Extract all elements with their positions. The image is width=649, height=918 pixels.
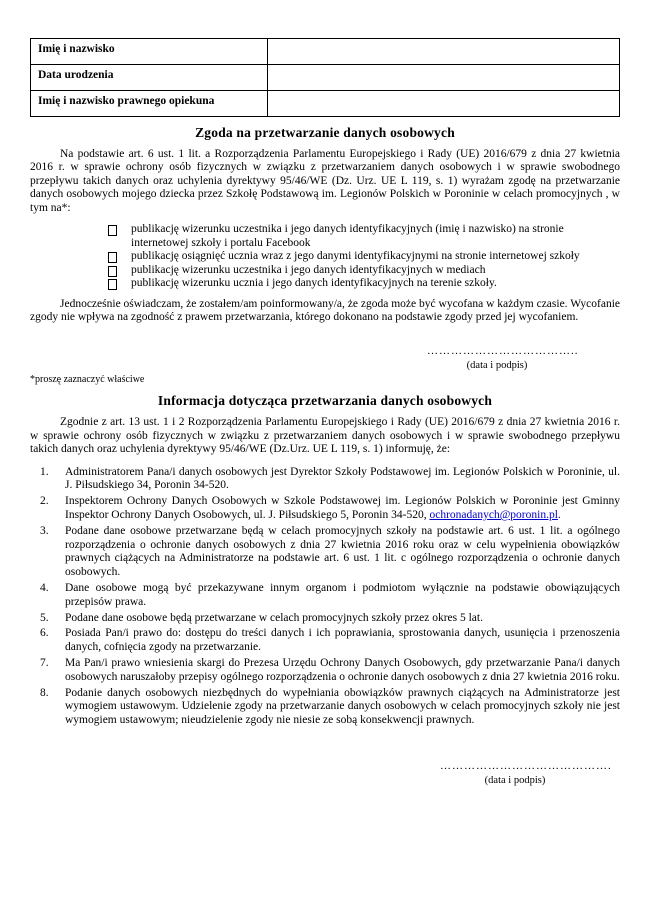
- list-number: 8.: [40, 686, 49, 699]
- info-item-text: .: [557, 509, 561, 522]
- info-numbered-list: [30, 466, 620, 728]
- info-item-rights: [30, 627, 620, 655]
- guardian-name-input-cell[interactable]: [268, 91, 620, 117]
- info-item-text: Posiada Pan/i prawo do: dostępu do treści danych i ich poprawiania, sprostowania danych, usunięcia i przenoszenia danych, cofnięcia zgody na przetwarzanie.: [65, 627, 620, 654]
- consent-option-label: publikację wizerunku ucznia i jego danych identyfikacyjnych na terenie szkoły.: [131, 277, 497, 290]
- consent-option-school-grounds[interactable]: [108, 277, 612, 290]
- info-item-text: Ma Pan/i prawo wniesienia skargi do Prezesa Urzędu Ochrony Danych Osobowych, gdy przetwarzanie Pana/i danych osobowych naruszałoby przepisy ogólnego rozporządzenia o ochronie danych osobowych z dnia 27 kwietnia 2016 roku.: [65, 657, 620, 683]
- info-item-transfer: [30, 582, 620, 610]
- signature-caption: (data i podpis): [466, 360, 528, 372]
- consent-option-label: publikację wizerunku uczestnika i jego danych identyfikacyjnych w mediach: [131, 263, 486, 276]
- personal-data-table: [30, 38, 620, 117]
- checkbox-icon[interactable]: [108, 279, 117, 290]
- info-intro-paragraph: Zgodnie z art. 13 ust. 1 i 2 Rozporządzenia Parlamentu Europejskiego i Rady (UE) 2016/679 z dnia 27 kwietnia 2016 r. w sprawie ochrony osób fizycznych w związku z przetwarzaniem danych osobowych i w sprawie swobodnego przepływu takich danych oraz uchylenia dyrektywy 95/46/WE (Dz.Urz. UE L 119, s. 1) informuję, że:: [30, 416, 620, 456]
- list-number: 4.: [40, 582, 49, 595]
- signature-caption: (data i podpis): [484, 774, 546, 786]
- info-item-complaint: [30, 657, 620, 685]
- guardian-name-label: Imię i nazwisko prawnego opiekuna: [31, 91, 268, 117]
- list-number: 7.: [40, 657, 49, 670]
- info-section-title: Informacja dotycząca przetwarzania danych osobowych: [157, 393, 493, 409]
- consent-option-achievements[interactable]: [108, 250, 612, 263]
- consent-signature-block: [427, 345, 579, 372]
- inspector-email-link[interactable]: ochronadanych@poronin.pl: [429, 509, 558, 522]
- consent-option-website-facebook[interactable]: [108, 223, 612, 250]
- consent-checkbox-list: [108, 223, 612, 290]
- info-item-text: Podane dane osobowe przetwarzane będą w celach promocyjnych szkoły na podstawie art. 6 ust. 1 lit. a ogólnego rozporządzenia o ochronie danych osobowych z dnia 27 kwietnia 2016 roku oraz w celu wypełnienia obowiązków prawnych ciążących na Administratorze na podstawie art. 6 ust. 1 lit. c ogólnego rozporządzenia o ochronie danych osobowych.: [65, 524, 620, 579]
- info-item-legal-basis: [30, 525, 620, 580]
- asterisk-footnote: *proszę zaznaczyć właściwe: [30, 374, 145, 386]
- consent-option-label: publikację osiągnięć ucznia wraz z jego danymi identyfikacyjnymi na stronie internetowej szkoły: [131, 250, 580, 263]
- checkbox-icon[interactable]: [108, 225, 117, 236]
- table-row: [31, 39, 620, 65]
- info-item-retention: [30, 612, 620, 626]
- list-number: 5.: [40, 611, 49, 624]
- list-number: 3.: [40, 524, 49, 537]
- info-item-inspector: [30, 495, 620, 523]
- checkbox-icon[interactable]: [108, 266, 117, 277]
- signature-line[interactable]: …………………………………….: [440, 760, 612, 773]
- list-number: 6.: [40, 627, 49, 640]
- table-row: [31, 91, 620, 117]
- list-number: 2.: [40, 495, 49, 508]
- info-item-text: Dane osobowe mogą być przekazywane innym organom i podmiotom wyłącznie na podstawie obowiązujących przepisów prawa.: [65, 582, 620, 608]
- withdrawal-declaration-paragraph: Jednocześnie oświadczam, że zostałem/am poinformowany/a, że zgoda może być wycofana w każdym czasie. Wycofanie zgody nie wpływa na zgodność z prawem przetwarzania, którego dokonano na podstawie zgody przed jej wycofaniem.: [30, 297, 620, 323]
- info-item-text: Inspektorem Ochrony Danych Osobowych w Szkole Podstawowej im. Legionów Polskich w Poroninie jest Gminny Inspektor Ochrony Danych Osobowych, ul. J. Piłsudskiego 5, Poronin 34-520,: [65, 495, 620, 522]
- info-item-text: Podane dane osobowe będą przetwarzane w celach promocyjnych szkoły przez okres 5 lat.: [65, 611, 483, 624]
- birthdate-label: Data urodzenia: [31, 65, 268, 91]
- consent-intro-paragraph: Na podstawie art. 6 ust. 1 lit. a Rozporządzenia Parlamentu Europejskiego i Rady (UE) 2016/679 z dnia 27 kwietnia 2016 r. w sprawie ochrony osób fizycznych w związku z przetwarzaniem danych osobowych i w sprawie swobodnego przepływu takich danych oraz uchylenia dyrektywy 95/46/WE (Dz. Urz. UE L 119, s. 1) wyrażam zgodę na przetwarzanie danych osobowych mojego dziecka przez Szkołę Podstawową im. Legionów Polskich w Poroninie w celach promocyjnych , w tym na*:: [30, 148, 620, 214]
- birthdate-input-cell[interactable]: [268, 65, 620, 91]
- list-number: 1.: [40, 465, 49, 478]
- consent-section-title: Zgoda na przetwarzanie danych osobowych: [195, 125, 455, 140]
- signature-line[interactable]: ………………………………..: [427, 345, 579, 358]
- table-row: [31, 65, 620, 91]
- name-label: Imię i nazwisko: [31, 39, 268, 65]
- consent-option-label: publikację wizerunku uczestnika i jego danych identyfikacyjnych (imię i nazwisko) na stronie internetowej szkoły i portalu Facebook: [131, 223, 564, 249]
- info-item-voluntariness: [30, 687, 620, 728]
- info-item-text: Podanie danych osobowych niezbędnych do wypełniania obowiązków prawnych ciążących na Administratorze jest wymogiem ustawowym. Udzielenie zgody na przetwarzanie danych osobowych w celach promocyjnych szkoły nie jest wymogiem ustawowym; nieudzielenie zgody nie niesie ze sobą konsekwencji prawnych.: [65, 686, 620, 727]
- info-item-administrator: [30, 466, 620, 494]
- info-signature-block: [440, 760, 612, 787]
- checkbox-icon[interactable]: [108, 252, 117, 263]
- info-item-text: Administratorem Pana/i danych osobowych jest Dyrektor Szkoły Podstawowej im. Legionów Polskich w Poroninie, ul. J. Piłsudskiego 34, Poronin 34-520.: [65, 465, 620, 492]
- name-input-cell[interactable]: [268, 39, 620, 65]
- consent-option-media[interactable]: [108, 264, 612, 277]
